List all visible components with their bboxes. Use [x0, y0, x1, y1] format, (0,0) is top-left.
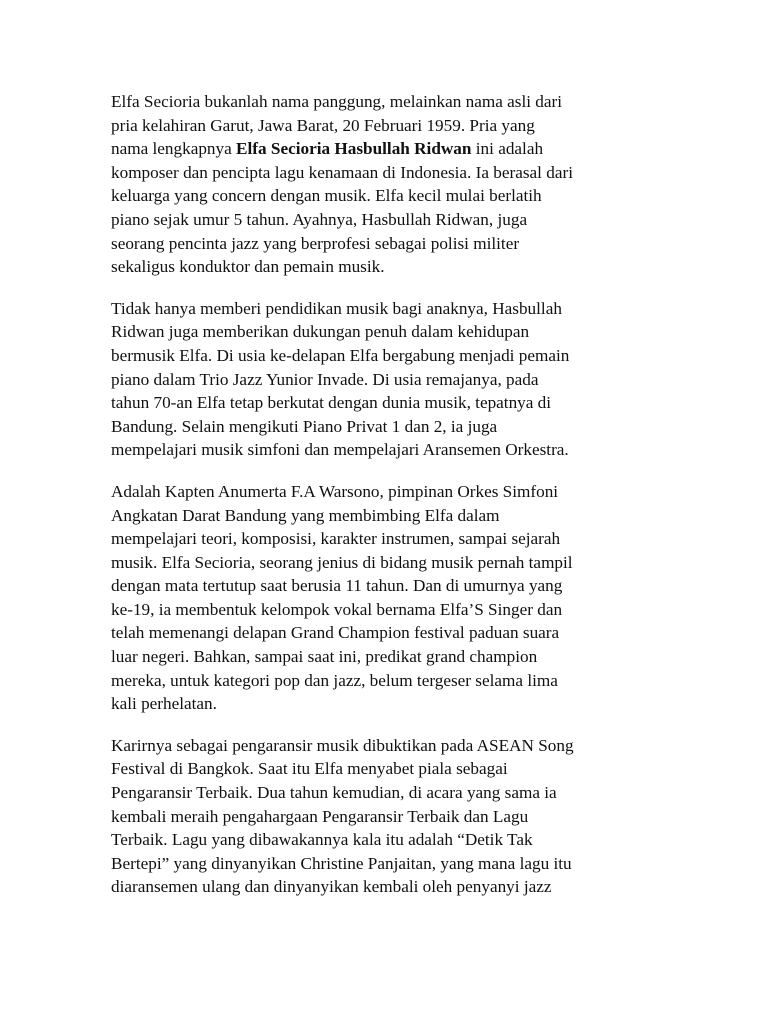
text-line: Pengaransir Terbaik. Dua tahun kemudian, di acara yang sama ia — [111, 783, 557, 803]
text-line: mempelajari musik simfoni dan mempelajari Aransemen Orkestra. — [111, 440, 569, 460]
text-line: musik. Elfa Secioria, seorang jenius di bidang musik pernah tampil — [111, 552, 573, 572]
paragraph-4 — [111, 734, 671, 899]
text-line: telah memenangi delapan Grand Champion festival paduan suara — [111, 623, 560, 643]
document-body — [111, 90, 671, 917]
text-line: Bertepi” yang dinyanyikan Christine Panjaitan, yang mana lagu itu — [111, 853, 572, 873]
text-line: komposer dan pencipta lagu kenamaan di Indonesia. Ia berasal dari — [111, 162, 573, 182]
text-line: piano dalam Trio Jazz Yunior Invade. Di usia remajanya, pada — [111, 369, 539, 389]
text-line: mempelajari teori, komposisi, karakter instrumen, sampai sejarah — [111, 529, 561, 549]
text-line: Angkatan Darat Bandung yang membimbing Elfa dalam — [111, 505, 500, 525]
text-line: bermusik Elfa. Di usia ke-delapan Elfa bergabung menjadi pemain — [111, 345, 570, 365]
text-line: dengan mata tertutup saat berusia 11 tahun. Dan di umurnya yang — [111, 576, 563, 596]
full-name-bold: Elfa Secioria Hasbullah Ridwan — [236, 139, 472, 159]
text-line: mereka, untuk kategori pop dan jazz, belum tergeser selama lima — [111, 670, 558, 690]
text-line: Bandung. Selain mengikuti Piano Privat 1 dan 2, ia juga — [111, 416, 498, 436]
text-line: Karirnya sebagai pengaransir musik dibuktikan pada ASEAN Song — [111, 735, 574, 755]
text-line: Ridwan juga memberikan dukungan penuh dalam kehidupan — [111, 322, 530, 342]
paragraph-1 — [111, 90, 671, 279]
text-line: Festival di Bangkok. Saat itu Elfa menyabet piala sebagai — [111, 759, 508, 779]
text-line: diaransemen ulang dan dinyanyikan kembali oleh penyanyi jazz — [111, 877, 552, 897]
text-line: Adalah Kapten Anumerta F.A Warsono, pimpinan Orkes Simfoni — [111, 481, 559, 501]
paragraph-2 — [111, 297, 671, 462]
text-line: ke-19, ia membentuk kelompok vokal bernama Elfa’S Singer dan — [111, 599, 563, 619]
text-line: keluarga yang concern dengan musik. Elfa kecil mulai berlatih — [111, 186, 542, 206]
text-line: tahun 70-an Elfa tetap berkutat dengan dunia musik, tepatnya di — [111, 393, 552, 413]
text-line: kembali meraih pengahargaan Pengaransir Terbaik dan Lagu — [111, 806, 529, 826]
text-line: sekaligus konduktor dan pemain musik. — [111, 257, 385, 277]
text-line: Elfa Secioria bukanlah nama panggung, melainkan nama asli dari — [111, 92, 563, 111]
text-line: luar negeri. Bahkan, sampai saat ini, predikat grand champion — [111, 647, 538, 667]
text-line: Terbaik. Lagu yang dibawakannya kala itu adalah “Detik Tak — [111, 830, 533, 850]
paragraph-3 — [111, 480, 671, 716]
text-line: kali perhelatan. — [111, 694, 217, 714]
text-line: nama lengkapnya Elfa Secioria Hasbullah Ridwan ini adalah — [111, 139, 544, 159]
text-line: seorang pencinta jazz yang berprofesi sebagai polisi militer — [111, 233, 520, 253]
text-line: piano sejak umur 5 tahun. Ayahnya, Hasbullah Ridwan, juga — [111, 209, 528, 229]
text-line: Tidak hanya memberi pendidikan musik bagi anaknya, Hasbullah — [111, 298, 562, 318]
text-line: pria kelahiran Garut, Jawa Barat, 20 Februari 1959. Pria yang — [111, 115, 535, 135]
